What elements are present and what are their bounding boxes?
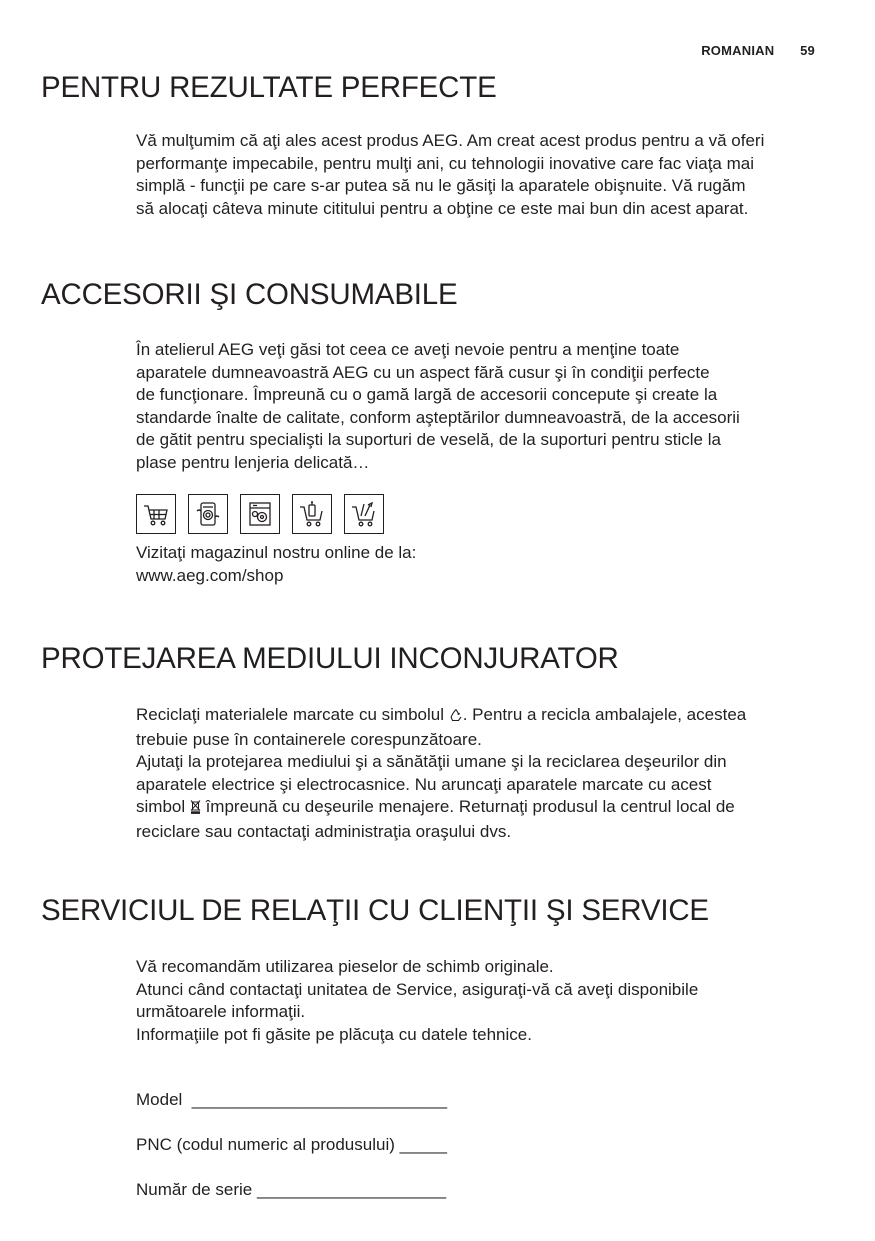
- section-body-accessories: [136, 339, 836, 474]
- section-title-accessories: ACCESORII ŞI CONSUMABILE: [41, 278, 458, 311]
- shop-text: [136, 542, 836, 587]
- serial-number-field[interactable]: [136, 1180, 447, 1225]
- language-label: ROMANIAN: [701, 43, 775, 58]
- text-line: Ajutaţi la protejarea mediului şi a sănătăţii umane şi la reciclarea deşeurilor din: [136, 752, 727, 771]
- product-info-form: [136, 1090, 447, 1225]
- page-number: 59: [800, 43, 815, 58]
- recycle-icon: [449, 706, 463, 729]
- model-field[interactable]: [136, 1090, 447, 1135]
- text-line: reciclare sau contactaţi administraţia oraşului dvs.: [136, 821, 512, 841]
- text-line: de funcţionare. Împreună cu o gamă largă de accesorii concepute şi create la: [136, 385, 718, 404]
- text-fragment: Reciclaţi materialele marcate cu simbolul: [136, 705, 449, 724]
- section-title-customer-service: SERVICIUL DE RELAŢII CU CLIENŢII ŞI SERVICE: [41, 894, 709, 927]
- text-line: următoarele informaţii.: [136, 1002, 306, 1021]
- shopping-cart-icon: [136, 494, 176, 534]
- field-label: Număr de serie: [136, 1180, 253, 1199]
- section-body-environment: [136, 704, 836, 843]
- section-body-customer-service: [136, 956, 836, 1046]
- text-line: de gătit pentru specialişti la suporturi de veselă, de la suporturi pentru sticle la: [136, 430, 721, 449]
- text-fragment: . Pentru a recicla ambalajele, acestea: [462, 705, 747, 724]
- text-line: aparatele electrice şi electrocasnice. Nu aruncaţi aparatele marcate cu acest: [136, 774, 712, 794]
- crossed-bin-icon: [190, 798, 201, 821]
- text-line: Atunci când contactaţi unitatea de Service, asiguraţi-vă că aveţi disponibile: [136, 979, 699, 999]
- field-blank-line[interactable]: _____: [399, 1135, 447, 1154]
- text-line: În atelierul AEG veţi găsi tot ceea ce aveţi nevoie pentru a menţine toate: [136, 340, 680, 359]
- field-label: PNC (codul numeric al produsului): [136, 1135, 395, 1154]
- field-label: Model: [136, 1090, 183, 1109]
- page-header: [701, 43, 815, 58]
- text-line: [136, 796, 836, 821]
- shop-visit-text: Vizitaţi magazinul nostru online de la:: [136, 543, 417, 562]
- text-line: trebuie puse în containerele corespunzătoare.: [136, 729, 482, 749]
- text-line: aparatele dumneavoastră AEG cu un aspect fără cusur şi în condiţii perfecte: [136, 362, 710, 382]
- field-blank-line[interactable]: ____________________: [256, 1180, 447, 1199]
- text-line: să alocaţi câteva minute cititului pentru a obţine ce este mai bun din acest aparat.: [136, 198, 749, 218]
- shop-icons-row: [136, 494, 384, 534]
- text-line: [136, 704, 836, 729]
- cart-bottle-icon: [292, 494, 332, 534]
- text-line: standarde înalte de calitate, conform aşteptărilor dumneavoastră, de la accesorii: [136, 407, 740, 427]
- text-line: simplă - funcţii pe care s-ar putea să nu le găsiţi la aparatele obişnuite. Vă rugăm: [136, 176, 746, 195]
- text-line: performanţe impecabile, pentru mulţi ani, cu tehnologii inovative care fac viaţa mai: [136, 153, 754, 173]
- text-fragment: împreună cu deşeurile menajere. Returnaţi produsul la centrul local de: [200, 797, 735, 816]
- washer-phone-icon: [188, 494, 228, 534]
- text-fragment: simbol: [136, 797, 190, 816]
- pnc-field[interactable]: [136, 1135, 447, 1180]
- section-title-perfect-results: PENTRU REZULTATE PERFECTE: [41, 71, 497, 104]
- field-blank-line[interactable]: ___________________________: [191, 1090, 448, 1109]
- appliance-settings-icon: [240, 494, 280, 534]
- cart-accessories-icon: [344, 494, 384, 534]
- text-line: Vă recomandăm utilizarea pieselor de schimb originale.: [136, 957, 554, 976]
- text-line: plase pentru lenjeria delicată…: [136, 452, 370, 472]
- text-line: Informaţiile pot fi găsite pe plăcuţa cu datele tehnice.: [136, 1024, 532, 1044]
- section-title-environment: PROTEJAREA MEDIULUI INCONJURATOR: [41, 642, 619, 675]
- shop-url-link[interactable]: www.aeg.com/shop: [136, 565, 284, 585]
- text-line: Vă mulţumim că aţi ales acest produs AEG. Am creat acest produs pentru a vă oferi: [136, 131, 765, 150]
- section-body-perfect-results: [136, 130, 836, 220]
